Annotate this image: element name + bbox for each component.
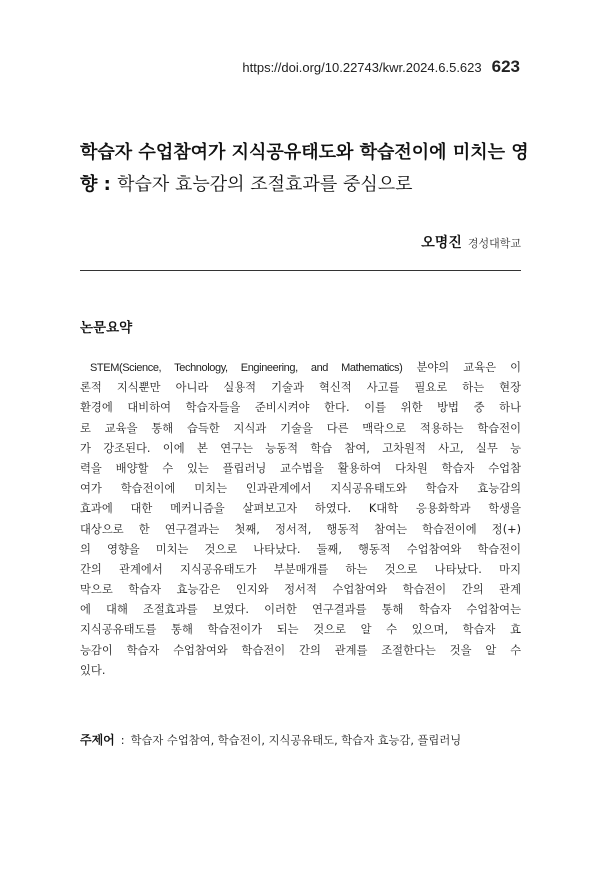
title-subtitle: 학습자 효능감의 조절효과를 중심으로 bbox=[117, 174, 413, 195]
abstract-line: 가 강조된다. 이에 본 연구는 능동적 학습 참여, 고차원적 사고, 실무 능 bbox=[80, 441, 521, 455]
keywords-text: 학습자 수업참여, 학습전이, 지식공유태도, 학습자 효능감, 플립러닝 bbox=[130, 734, 462, 747]
abstract-line: 대상으로 한 연구결과는 첫째, 정서적, 행동적 참여는 학습전이에 정(+) bbox=[80, 522, 521, 536]
abstract-line: 력을 배양할 수 있는 플립러닝 교수법을 활용하여 다차원 학습자 수업참 bbox=[80, 461, 521, 475]
author-block bbox=[421, 232, 521, 252]
author-name: 오명진 bbox=[421, 235, 462, 251]
abstract-line-first bbox=[80, 358, 521, 378]
abstract-line: 환경에 대비하여 학습자들을 준비시켜야 한다. 이를 위한 방법 중 하나 bbox=[80, 401, 521, 415]
abstract-line: 로 교육을 통해 습득한 지식과 기술을 다른 맥락으로 적용하는 학습전이 bbox=[80, 421, 521, 435]
abstract-line: 능감이 학습자 수업참여와 학습전이 간의 관계를 조절한다는 것을 알 수 bbox=[80, 643, 521, 657]
keywords-label: 주제어 bbox=[80, 733, 115, 747]
title-main: 학습자 수업참여가 지식공유태도와 학습전이에 미치는 영향 bbox=[80, 142, 529, 195]
article-title bbox=[80, 137, 530, 201]
doi-link[interactable]: https://doi.org/10.22743/kwr.2024.6.5.623 bbox=[242, 60, 482, 75]
abstract-line: 의 영향을 미치는 것으로 나타났다. 둘째, 행동적 수업참여와 학습전이 bbox=[80, 542, 521, 556]
keywords-separator: : bbox=[120, 734, 125, 747]
author-affiliation: 경성대학교 bbox=[467, 237, 521, 250]
title-separator: : bbox=[97, 174, 118, 195]
abstract-stem-term: STEM(Science, Technology, Engineering, and Mathematics) bbox=[90, 362, 403, 374]
header-divider bbox=[80, 270, 521, 271]
abstract-line: 여가 학습전이에 미치는 인과관계에서 지식공유태도와 학습자 효능감의 bbox=[80, 482, 521, 496]
abstract-first-line-rest: 분야의 교육은 이 bbox=[416, 361, 521, 374]
page-number: 623 bbox=[491, 57, 520, 76]
abstract-line: 에 대해 조절효과를 보였다. 이러한 연구결과를 통해 학습자 수업참여는 bbox=[80, 603, 521, 617]
keywords bbox=[80, 731, 521, 748]
abstract-line: 막으로 학습자 효능감은 인지와 정서적 수업참여와 학습전이 간의 관계 bbox=[80, 583, 521, 597]
abstract-heading: 논문요약 bbox=[80, 320, 133, 336]
abstract-line: 간의 관계에서 지식공유태도가 부분매개를 하는 것으로 나타났다. 마지 bbox=[80, 562, 521, 576]
abstract-line: 지식공유태도를 통해 학습전이가 되는 것으로 알 수 있으며, 학습자 효 bbox=[80, 623, 521, 637]
abstract-body bbox=[80, 358, 521, 681]
abstract-line: 효과에 대한 메커니즘을 살펴보고자 하였다. K대학 응용화학과 학생을 bbox=[80, 502, 521, 516]
abstract-line: 있다. bbox=[80, 663, 106, 677]
abstract-line: 론적 지식뿐만 아니라 실용적 기술과 혁신적 사고를 필요로 하는 현장 bbox=[80, 381, 521, 395]
page-header bbox=[242, 57, 520, 77]
